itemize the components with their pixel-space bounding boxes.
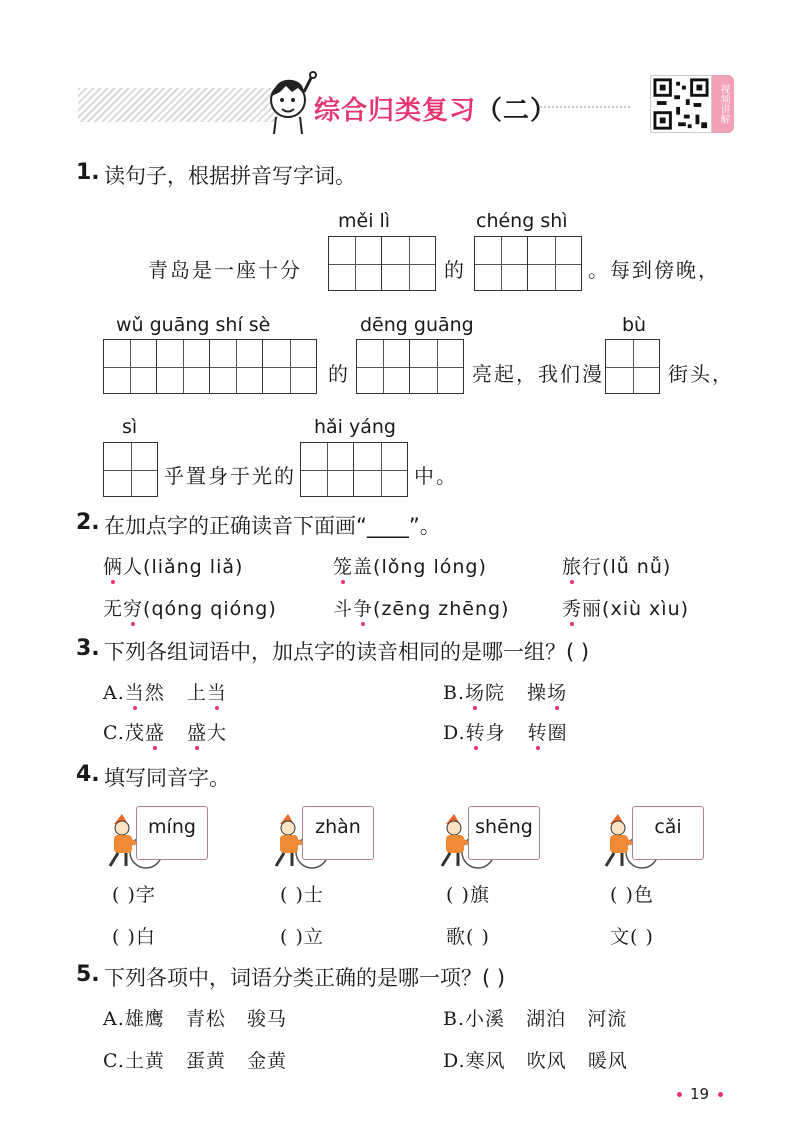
page-number: 19	[690, 1085, 710, 1103]
q1-line2-text-a: 的	[328, 362, 350, 386]
q2-item-char: 无	[103, 598, 124, 620]
q1-pinyin-haiyang: hǎi yáng	[314, 416, 396, 438]
q3-instruction: 下列各组词语中，加点字的读音相同的是哪一组？( )	[104, 640, 590, 664]
qr-code-icon	[650, 75, 712, 133]
q3-char-dotted: 盛	[187, 718, 207, 745]
page-title	[314, 90, 557, 127]
q2-item-char-dotted: 秀	[562, 594, 582, 621]
q1-pinyin-dengguang: dēng guāng	[360, 314, 474, 336]
q1-answer-grid-bu[interactable]	[605, 339, 660, 394]
q1-line1-text-a: 青岛是一座十分	[148, 258, 302, 282]
q1-instruction: 读句子，根据拼音写字词。	[104, 164, 356, 188]
q2-item-options[interactable]: (qóng qióng)	[143, 598, 277, 620]
q3-char-dotted: 转	[528, 718, 548, 745]
q3-number: 3.	[76, 636, 100, 661]
q1-line1-text-b: 的	[444, 258, 466, 282]
q5-option-label: C.	[103, 1050, 125, 1072]
q2-number: 2.	[76, 510, 100, 535]
q3-option-label: B.	[443, 682, 466, 704]
q4-pinyin-box	[136, 806, 208, 860]
q2-item-xiu[interactable]	[562, 594, 689, 621]
q2-item-char-dotted: 旅	[562, 552, 582, 579]
q4-pinyin: shēng	[475, 816, 533, 838]
q3-option-label: D.	[443, 722, 466, 744]
q1-answer-grid-meili[interactable]	[328, 236, 436, 291]
q4-pinyin: cǎi	[654, 816, 682, 838]
title-main: 综合归类复习	[314, 96, 477, 126]
q3-char: 茂	[124, 722, 145, 744]
qr-video-tab[interactable]: 视频讲解	[712, 75, 734, 133]
header-dots	[540, 106, 630, 108]
q3-option-d[interactable]	[443, 718, 568, 745]
header-decoration-left	[78, 88, 278, 122]
q1-pinyin-si: sì	[122, 416, 138, 438]
q2-item-char: 斗	[333, 598, 354, 620]
title-paren: （二）	[476, 96, 558, 126]
q2-item-options[interactable]: (lǚ nǚ)	[602, 556, 672, 578]
q4-blank[interactable]: ( )士	[280, 884, 324, 906]
q3-option-c[interactable]	[103, 718, 227, 745]
q5-number: 5.	[76, 962, 100, 987]
q5-option-text: 寒风 吹风 暖风	[465, 1050, 628, 1072]
q2-item-zheng[interactable]	[333, 594, 509, 621]
q4-pinyin-box	[302, 806, 374, 860]
q3-char: 圈	[547, 722, 568, 744]
q2-item-char: 人	[123, 556, 144, 578]
q3-char: 上	[186, 682, 207, 704]
q3-char-dotted: 转	[466, 718, 486, 745]
q5-option-a[interactable]	[103, 1004, 287, 1031]
q1-number: 1.	[76, 160, 100, 185]
cartoon-boy-icon	[262, 70, 318, 136]
q2-item-char-dotted: 争	[353, 594, 373, 621]
q1-answer-grid-wuguangshise[interactable]	[103, 339, 317, 394]
q1-line2-text-c: 街头，	[668, 362, 734, 386]
q1-line3-text-a: 乎置身于光的	[164, 464, 296, 488]
q2-item-qiong[interactable]	[103, 594, 277, 621]
q1-answer-grid-si[interactable]	[103, 442, 158, 497]
q3-option-a[interactable]	[103, 678, 227, 705]
q1-pinyin-wuguangshise: wǔ guāng shí sè	[116, 314, 271, 336]
q1-pinyin-chengshi: chéng shì	[476, 210, 568, 232]
q5-option-label: A.	[103, 1008, 125, 1030]
q1-line3-text-b: 中。	[414, 464, 458, 488]
q5-option-c[interactable]	[103, 1046, 287, 1073]
q3-option-label: C.	[103, 722, 125, 744]
q4-blank[interactable]: 歌( )	[446, 926, 490, 948]
q3-char-dotted: 当	[125, 678, 145, 705]
q3-char-dotted: 场	[547, 678, 567, 705]
q4-blank[interactable]: ( )立	[280, 926, 324, 948]
q5-option-b[interactable]	[443, 1004, 627, 1031]
q2-item-char: 丽	[582, 598, 603, 620]
q3-char: 大	[206, 722, 227, 744]
q4-blank[interactable]: ( )白	[112, 926, 156, 948]
q1-answer-grid-chengshi[interactable]	[474, 236, 582, 291]
q2-item-long[interactable]	[333, 552, 487, 579]
q5-option-text: 雄鹰 青松 骏马	[124, 1008, 288, 1030]
q2-item-options[interactable]: (xiù xìu)	[602, 598, 690, 620]
q4-pinyin-box	[468, 806, 540, 860]
q2-instruction: 在加点字的正确读音下面画“____”。	[104, 514, 441, 538]
q4-pinyin-box	[632, 806, 704, 860]
q3-char: 院	[485, 682, 506, 704]
q3-char: 身	[485, 722, 506, 744]
q4-blank[interactable]: ( )旗	[446, 884, 490, 906]
q1-answer-grid-haiyang[interactable]	[300, 442, 408, 497]
q3-option-label: A.	[103, 682, 125, 704]
q1-line2-text-b: 亮起，我们漫	[472, 362, 604, 386]
q2-item-lu[interactable]	[562, 552, 671, 579]
q5-option-text: 小溪 湖泊 河流	[465, 1008, 628, 1030]
q4-blank[interactable]: ( )色	[610, 884, 654, 906]
q3-char-dotted: 盛	[145, 718, 165, 745]
q3-char-dotted: 当	[207, 678, 227, 705]
q1-pinyin-meili: měi lì	[338, 210, 391, 232]
q4-pinyin: míng	[148, 816, 196, 838]
q5-option-label: D.	[443, 1050, 466, 1072]
q5-option-d[interactable]	[443, 1046, 628, 1073]
page-number-bullet-right	[718, 1092, 723, 1097]
q5-option-label: B.	[443, 1008, 466, 1030]
q5-instruction: 下列各项中，词语分类正确的是哪一项？( )	[104, 966, 506, 990]
q4-number: 4.	[76, 762, 100, 787]
page-number-bullet-left	[677, 1092, 682, 1097]
q3-char: 然	[144, 682, 165, 704]
q3-option-b[interactable]	[443, 678, 567, 705]
q3-char-dotted: 场	[465, 678, 485, 705]
q4-instruction: 填写同音字。	[104, 766, 230, 790]
q1-pinyin-bu: bù	[622, 314, 647, 336]
q2-item-options[interactable]: (liǎng liǎ)	[143, 556, 244, 578]
q4-blank[interactable]: ( )字	[112, 884, 156, 906]
q2-item-char: 盖	[353, 556, 374, 578]
q2-item-options[interactable]: (zēng zhēng)	[373, 598, 510, 620]
q2-item-liang[interactable]	[103, 552, 243, 579]
q2-item-char-dotted: 穷	[123, 594, 143, 621]
q2-item-options[interactable]: (lǒng lóng)	[373, 556, 487, 578]
q4-blank[interactable]: 文( )	[610, 926, 654, 948]
q2-item-char-dotted: 俩	[103, 552, 123, 579]
q4-pinyin: zhàn	[315, 816, 361, 838]
qr-code[interactable]	[650, 75, 734, 133]
q3-char: 操	[527, 682, 548, 704]
q1-line1-text-c: 。每到傍晚，	[588, 258, 720, 282]
q1-answer-grid-dengguang[interactable]	[356, 339, 464, 394]
q5-option-text: 土黄 蛋黄 金黄	[124, 1050, 288, 1072]
q2-item-char: 行	[582, 556, 603, 578]
q2-item-char-dotted: 笼	[333, 552, 353, 579]
